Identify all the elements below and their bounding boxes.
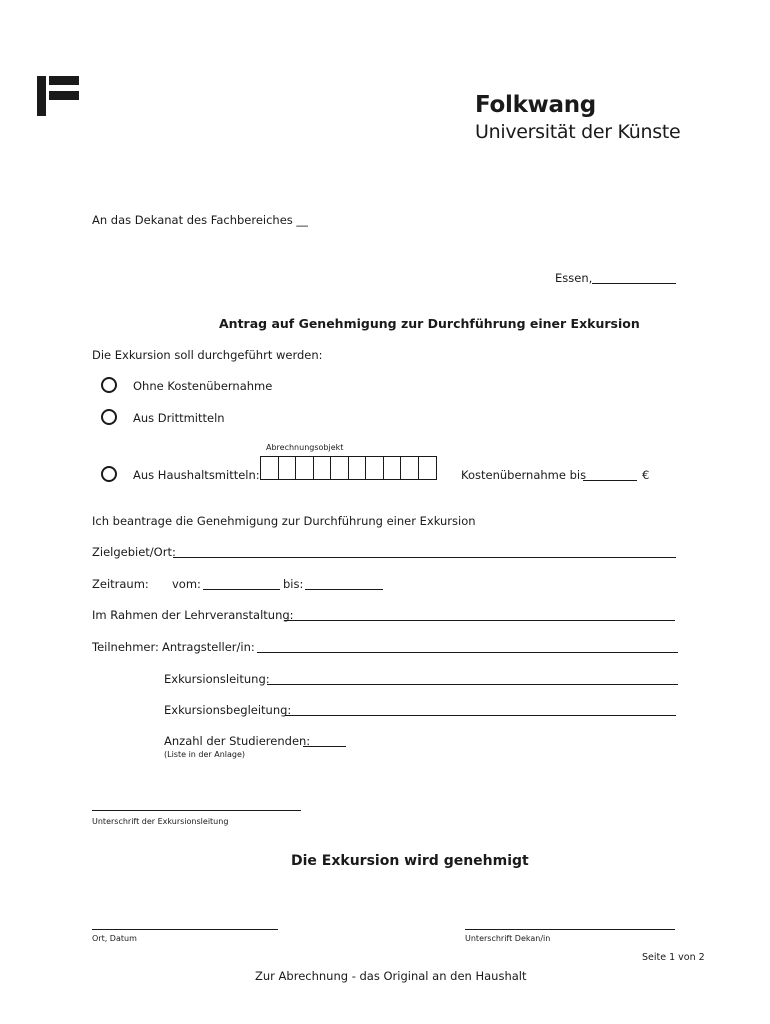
page-number: Seite 1 von 2 [642,952,705,963]
list-note: (Liste in der Anlage) [164,750,246,759]
companion-field[interactable] [285,715,676,716]
place-label: Essen, [555,271,593,285]
leader-field[interactable] [267,684,678,685]
period-label: Zeitraum: [92,577,149,591]
request-statement: Ich beantrage die Genehmigung zur Durchführung einer Exkursion [92,514,476,528]
from-label: vom: [172,577,201,591]
accounting-object-box[interactable] [278,456,297,480]
place-date-line[interactable] [92,929,278,930]
participants-label: Teilnehmer: [92,640,159,654]
intro-text: Die Exkursion soll durchgeführt werden: [92,348,323,362]
place-date-label: Ort, Datum [92,934,137,943]
accounting-object-boxes[interactable] [260,456,435,480]
leader-label: Exkursionsleitung: [164,672,270,686]
applicant-label: Antragsteller/in: [162,640,255,654]
course-field[interactable] [284,620,675,621]
cost-label: Kostenübernahme bis [461,468,587,482]
folkwang-logo-icon [37,76,79,116]
date-field[interactable] [592,283,676,284]
accounting-object-box[interactable] [348,456,367,480]
to-label: bis: [283,577,304,591]
accounting-object-box[interactable] [295,456,314,480]
course-label: Im Rahmen der Lehrveranstaltung: [92,608,294,622]
accounting-object-box[interactable] [418,456,437,480]
accounting-object-box[interactable] [400,456,419,480]
dean-signature-label: Unterschrift Dekan/in [465,934,551,943]
accounting-object-box[interactable] [260,456,279,480]
form-title: Antrag auf Genehmigung zur Durchführung einer Exkursion [219,316,640,331]
applicant-field[interactable] [257,652,678,653]
currency-symbol: € [642,468,650,482]
footer-note: Zur Abrechnung - das Original an den Haushalt [255,969,527,983]
radio-third-party[interactable] [101,409,117,425]
brand-name: Folkwang [475,92,596,118]
option-no-cost-label: Ohne Kostenübernahme [133,379,273,393]
accounting-object-label: Abrechnungsobjekt [266,443,344,452]
option-third-party-label: Aus Drittmitteln [133,411,225,425]
radio-no-cost[interactable] [101,377,117,393]
to-field[interactable] [305,589,383,590]
student-count-field[interactable] [303,746,346,747]
accounting-object-box[interactable] [383,456,402,480]
companion-label: Exkursionsbegleitung: [164,703,292,717]
leader-signature-line[interactable] [92,810,301,811]
approved-heading: Die Exkursion wird genehmigt [291,853,529,869]
from-field[interactable] [203,589,280,590]
accounting-object-box[interactable] [313,456,332,480]
brand-subtitle: Universität der Künste [475,121,681,143]
accounting-object-box[interactable] [330,456,349,480]
student-count-label: Anzahl der Studierenden: [164,734,311,748]
option-budget-label: Aus Haushaltsmitteln: [133,468,260,482]
leader-signature-label: Unterschrift der Exkursionsleitung [92,817,229,826]
cost-amount-field[interactable] [583,480,637,481]
dean-signature-line[interactable] [465,929,675,930]
addressee: An das Dekanat des Fachbereiches __ [92,213,308,227]
destination-field[interactable] [173,557,676,558]
radio-budget[interactable] [101,466,117,482]
accounting-object-box[interactable] [365,456,384,480]
destination-label: Zielgebiet/Ort: [92,545,176,559]
